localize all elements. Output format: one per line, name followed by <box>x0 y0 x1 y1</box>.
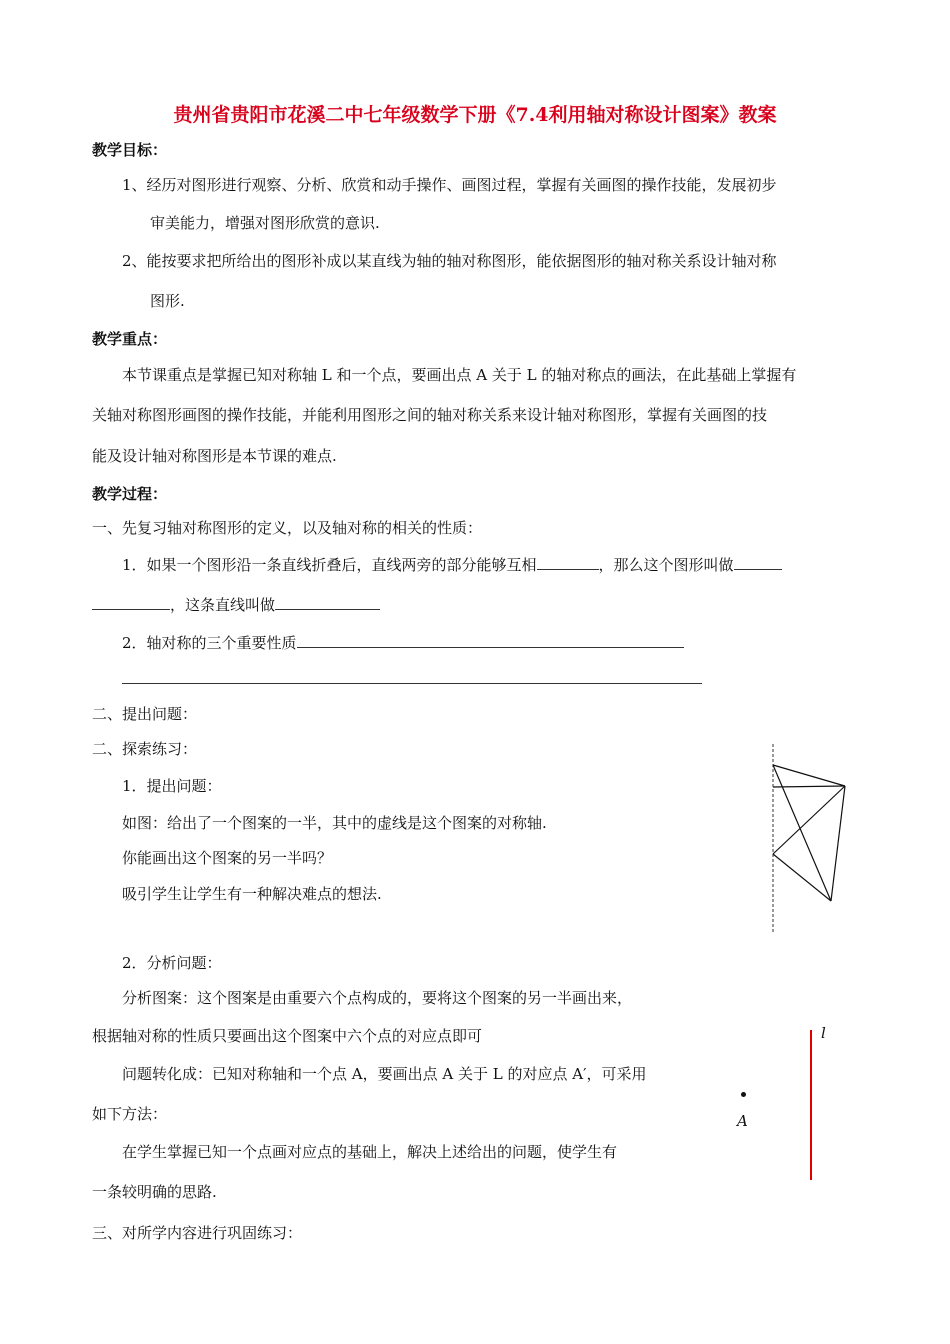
question-1-part-b: ，那么这个图形叫做 <box>598 556 734 574</box>
section-review: 一、先复习轴对称图形的定义，以及轴对称的相关的性质： <box>92 519 483 537</box>
section-raise-question: 二、提出问题： <box>92 705 198 723</box>
section-explore: 二、探索练习： <box>92 740 198 758</box>
question-2-text: 2．轴对称的三个重要性质 <box>122 634 297 652</box>
question-1-line-2 <box>92 594 380 615</box>
point-a-dot <box>741 1092 746 1097</box>
objective-1-line-2: 审美能力，增强对图形欣赏的意识. <box>150 214 380 232</box>
step-2-line-6: 一条较明确的思路. <box>92 1183 217 1201</box>
axis-label-l: l <box>821 1024 826 1042</box>
question-1-line-1 <box>122 554 782 575</box>
objective-2-line-1: 2、能按要求把所给出的图形补成以某直线为轴的轴对称图形，能依据图形的轴对称关系设计轴对称 <box>122 252 777 270</box>
step-1-heading: 1．提出问题： <box>122 777 222 795</box>
step-1-line-2: 你能画出这个图案的另一半吗？ <box>122 849 333 867</box>
step-2-line-3: 问题转化成：已知对称轴和一个点 A，要画出点 A 关于 L 的对应点 A′，可采用 <box>122 1065 647 1083</box>
step-2-heading: 2．分析问题： <box>122 954 222 972</box>
section-practice: 三、对所学内容进行巩固练习： <box>92 1224 303 1242</box>
axis-line-l <box>810 1030 812 1180</box>
objective-2-line-2: 图形. <box>150 292 185 310</box>
focus-line-2: 关轴对称图形画图的操作技能，并能利用图形之间的轴对称关系来设计轴对称图形，掌握有关画图的技 <box>92 406 768 424</box>
step-1-line-1: 如图：给出了一个图案的一半，其中的虚线是这个图案的对称轴. <box>122 814 547 832</box>
fill-blank[interactable] <box>297 632 684 648</box>
step-2-line-4: 如下方法： <box>92 1105 168 1123</box>
focus-line-3: 能及设计轴对称图形是本节课的难点. <box>92 447 337 465</box>
question-1-part-c: ，这条直线叫做 <box>170 596 276 614</box>
step-1-line-3: 吸引学生让学生有一种解决难点的想法. <box>122 885 382 903</box>
document-title: 贵州省贵阳市花溪二中七年级数学下册《7.4利用轴对称设计图案》教案 <box>173 104 777 126</box>
fill-blank[interactable] <box>734 554 782 570</box>
answer-line[interactable] <box>122 683 702 684</box>
objectives-heading: 教学目标： <box>92 141 168 159</box>
objective-1-line-1: 1、经历对图形进行观察、分析、欣赏和动手操作、画图过程，掌握有关画图的操作技能，发展初步 <box>122 176 777 194</box>
focus-heading: 教学重点： <box>92 330 168 348</box>
fill-blank[interactable] <box>92 594 170 610</box>
focus-line-1: 本节课重点是掌握已知对称轴 L 和一个点，要画出点 A 关于 L 的轴对称点的画法，在此基础上掌握有 <box>122 366 797 384</box>
step-2-line-1: 分析图案：这个图案是由重要六个点构成的，要将这个图案的另一半画出来， <box>122 989 633 1007</box>
fill-blank[interactable] <box>537 554 599 570</box>
half-pattern-figure <box>765 740 855 935</box>
fill-blank[interactable] <box>275 594 380 610</box>
question-2-line-1 <box>122 632 684 653</box>
process-heading: 教学过程： <box>92 485 168 503</box>
point-label-a: A <box>737 1112 748 1130</box>
step-2-line-2: 根据轴对称的性质只要画出这个图案中六个点的对应点即可 <box>92 1027 483 1045</box>
pattern-lines <box>773 765 845 901</box>
question-1-part-a: 1．如果一个图形沿一条直线折叠后，直线两旁的部分能够互相 <box>122 556 537 574</box>
step-2-line-5: 在学生掌握已知一个点画对应点的基础上，解决上述给出的问题，使学生有 <box>122 1143 618 1161</box>
